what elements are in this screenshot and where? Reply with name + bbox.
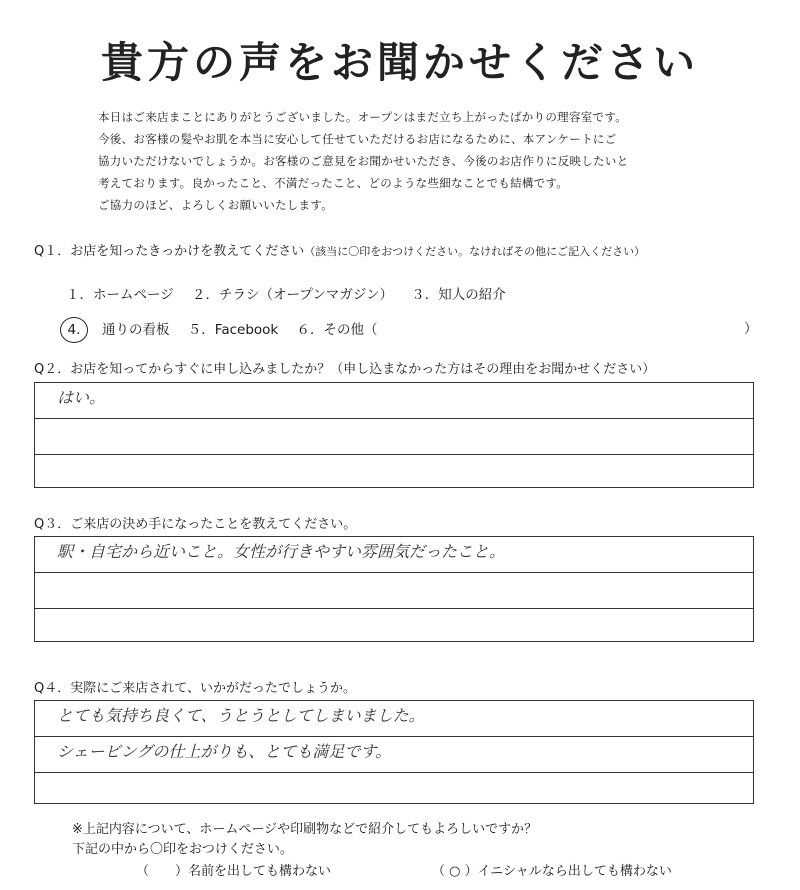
q3-answer-box	[34, 536, 754, 642]
q1-note: （該当に〇印をおつけください。なければその他にご記入ください）	[304, 245, 646, 258]
q1-option-flyer[interactable]: ２．チラシ（オープンマガジン）	[192, 287, 393, 303]
intro-line: 協力いただけないでしょうか。お客様のご意見をお聞かせいただき、今後のお店作りに反映したいと	[98, 154, 629, 168]
q1-options-row2	[66, 317, 392, 343]
q4-answer-box	[34, 700, 754, 804]
intro-line: 本日はご来店まことにありがとうございました。オープンはまだ立ち上がったばかりの理容室です。	[98, 110, 628, 124]
q3-answer-line[interactable]	[35, 609, 753, 645]
intro-line: 考えております。良かったこと、不満だったこと、どのような些細なことでも結構です。	[98, 176, 569, 190]
intro-line: 今後、お客様の髪やお肌を本当に安心して任せていただけるお店になるために、本アンケートにご	[98, 132, 617, 146]
q2-answer-line[interactable]: はい。	[35, 383, 753, 419]
choice-name-label: 名前を出しても構わない	[188, 864, 332, 879]
q1-label: Q１．お店を知ったきっかけを教えてください	[34, 244, 305, 259]
intro-line: ご協力のほど、よろしくお願いいたします。	[98, 198, 334, 212]
page-title: 貴方の声をお聞かせください	[100, 38, 699, 87]
q2-answer-box	[34, 382, 754, 488]
intro-text	[98, 106, 738, 216]
q2-answer-line[interactable]	[35, 419, 753, 455]
q1-option-other[interactable]: ６．その他（	[296, 322, 378, 338]
q3-answer-line[interactable]	[35, 573, 753, 609]
choice-initial	[432, 860, 672, 879]
q1-options-row1	[66, 283, 520, 303]
q1-option-referral[interactable]: ３．知人の紹介	[411, 287, 506, 303]
q1-option-homepage[interactable]: １．ホームページ	[66, 287, 174, 303]
q4-answer-line[interactable]	[35, 773, 753, 809]
permission-question: ※上記内容について、ホームページや印刷物などで紹介してもよろしいですか？	[72, 822, 538, 837]
q2-label: Q２．お店を知ってからすぐに申し込みましたか？（申し込まなかった方はその理由をお聞かせください）	[34, 362, 656, 377]
q1-option-signboard[interactable]: 通りの看板	[102, 322, 170, 338]
q3-label: Q３．ご来店の決め手になったことを教えてください。	[34, 517, 357, 532]
q4-answer-line[interactable]: とても気持ち良くて、うとうとしてしまいました。	[35, 701, 753, 737]
choice-name	[136, 860, 331, 879]
choice-initial-mark[interactable]: （ ○ ）	[432, 864, 478, 879]
q4-answer-line[interactable]: シェービングの仕上がりも、とても満足です。	[35, 737, 753, 773]
q4-label: Q４．実際にご来店されて、いかがだったでしょうか。	[34, 681, 356, 696]
q1-selected-circle[interactable]: 4.	[60, 317, 88, 343]
q1-option-facebook[interactable]: ５．Facebook	[187, 322, 279, 338]
permission-instruction: 下記の中から〇印をおつけください。	[72, 842, 293, 857]
q3-answer-line[interactable]: 駅・自宅から近いこと。女性が行きやすい雰囲気だったこと。	[35, 537, 753, 573]
choice-initial-label: イニシャルなら出しても構わない	[477, 864, 672, 879]
choice-name-mark[interactable]: （ ）	[136, 864, 189, 879]
q1-heading	[34, 240, 645, 259]
q1-other-close: ）	[744, 321, 758, 337]
q2-answer-line[interactable]	[35, 455, 753, 491]
